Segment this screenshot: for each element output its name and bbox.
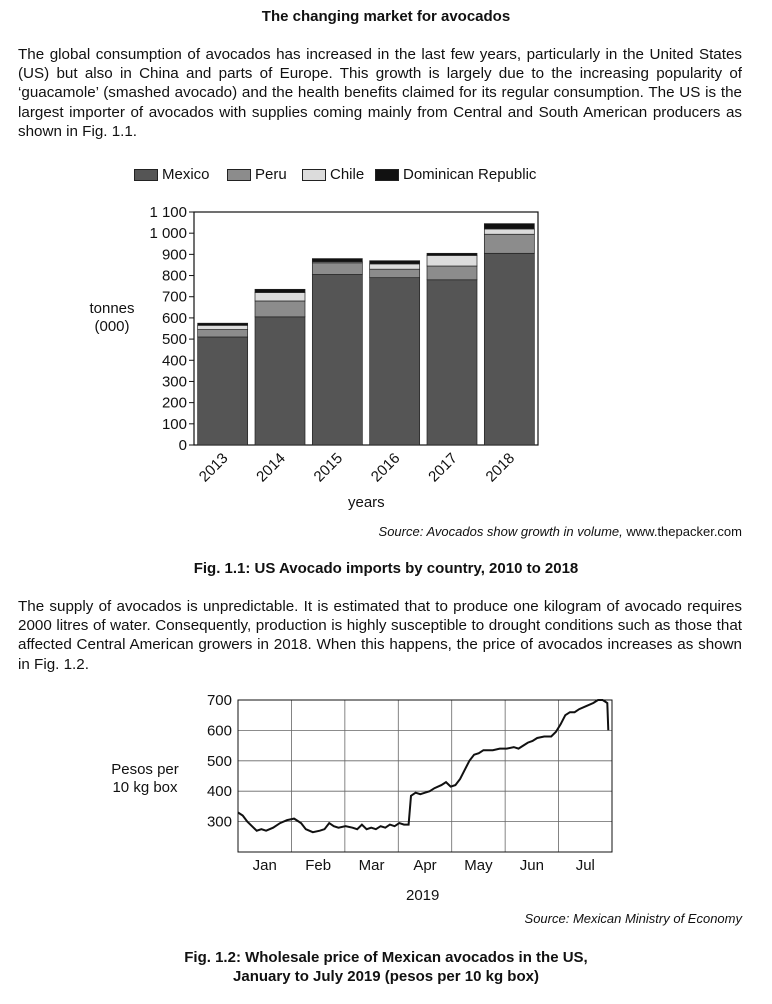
fig1-bar-segment — [198, 330, 248, 337]
legend-label-chile: Chile — [330, 166, 365, 183]
fig1-bar-segment — [370, 278, 420, 445]
legend-label-peru: Peru — [255, 166, 287, 183]
fig1-source-text: Source: Avocados show growth in volume, — [378, 524, 627, 539]
fig1-x-tick-label: 2016 — [367, 449, 404, 486]
fig1-bar-segment — [255, 292, 305, 300]
fig1-bar-segment — [255, 317, 305, 445]
fig2-x-tick-label: Feb — [305, 857, 332, 874]
fig1-bar-segment — [198, 337, 248, 445]
legend-label-mexico: Mexico — [162, 166, 210, 183]
fig1-x-axis-label: years — [348, 494, 385, 511]
fig1-y-tick-label: 500 — [161, 331, 187, 349]
fig1-x-tick-label: 2017 — [425, 449, 461, 486]
fig1-bar-segment — [484, 224, 534, 229]
fig2-y-tick-label: 300 — [206, 813, 232, 831]
fig2-y-axis-label-line1: Pesos per — [111, 761, 179, 778]
fig2-price-line — [238, 700, 608, 832]
fig1-bar-segment — [198, 325, 248, 329]
legend-swatch-peru — [227, 169, 251, 181]
fig2-y-tick-label: 400 — [206, 783, 232, 801]
fig1-caption: Fig. 1.1: US Avocado imports by country, 2010 to 2018 — [193, 560, 579, 577]
fig1-y-tick-label: 800 — [161, 267, 187, 285]
fig1-bar-segment — [427, 280, 477, 445]
fig1-y-tick-label: 300 — [161, 373, 187, 391]
legend-swatch-mexico — [134, 169, 158, 181]
fig1-source — [379, 524, 742, 539]
fig1-source-site: www.thepacker.com — [626, 524, 742, 539]
fig2-caption — [0, 948, 772, 986]
fig1-bar-segment — [312, 263, 362, 275]
fig1-x-tick-label: 2018 — [482, 449, 519, 486]
fig2-source: Source: Mexican Ministry of Economy — [524, 911, 742, 926]
fig1-bar-segment — [370, 264, 420, 269]
fig1-y-axis-label-line2: (000) — [94, 318, 130, 335]
fig1-y-tick-label: 1 100 — [149, 204, 187, 221]
intro-paragraph: The global consumption of avocados has increased in the last few years, particularly in the United States (US) but also in China and parts of Europe. This growth is largely due to the increasing popularity of ‘guacamole’ (smashed avocado) and the health benefits claimed for its regular consumption. The US is the largest importer of avocados with supplies coming mainly from Central and South American producers as shown in Fig. 1.1. — [18, 46, 742, 140]
fig2-plot-frame — [238, 700, 612, 852]
fig2-x-tick-label: Mar — [358, 857, 385, 874]
fig1-bar-segment — [312, 259, 362, 262]
fig1-y-axis-label-line1: tonnes — [89, 300, 135, 317]
fig1-bar-segment — [370, 261, 420, 264]
fig1-y-tick-label: 200 — [161, 394, 187, 412]
fig1-bar-segment — [255, 289, 305, 292]
fig2-caption-line2: January to July 2019 (pesos per 10 kg box) — [233, 968, 539, 985]
fig1-y-tick-label: 600 — [161, 309, 187, 327]
fig1-y-tick-label: 700 — [161, 288, 187, 306]
page-title: The changing market for avocados — [261, 8, 511, 25]
fig2-x-tick-label: Jul — [575, 857, 595, 874]
fig1-y-tick-label: 400 — [161, 352, 187, 370]
fig2-y-tick-label: 600 — [206, 722, 232, 740]
fig2-y-tick-label: 700 — [206, 692, 232, 709]
fig1-y-tick-label: 100 — [161, 415, 187, 433]
fig1-x-tick-label: 2014 — [253, 449, 289, 486]
legend-swatch-chile — [302, 169, 326, 181]
legend-label-dominican-republic: Dominican Republic — [403, 166, 537, 183]
fig2-x-axis-label: 2019 — [406, 887, 440, 904]
fig1-bar-segment — [427, 255, 477, 266]
fig2-caption-line1: Fig. 1.2: Wholesale price of Mexican avocados in the US, — [184, 949, 588, 966]
fig2-x-tick-label: May — [464, 857, 493, 874]
fig1-bar-segment — [427, 253, 477, 255]
fig1-bar-segment — [484, 229, 534, 234]
fig2-x-tick-label: Jan — [252, 857, 277, 874]
fig1-bar-segment — [484, 234, 534, 253]
fig2-x-tick-label: Jun — [519, 857, 544, 874]
supply-paragraph: The supply of avocados is unpredictable. It is estimated that to produce one kilogram of avocado requires 2000 litres of water. Consequently, production is highly susceptible to drought conditions such as those that affected Central American growers in 2018. When this happens, the price of avocados increases as shown in Fig. 1.2. — [18, 598, 742, 673]
fig1-bar-segment — [312, 274, 362, 445]
fig2-y-axis-label-line2: 10 kg box — [112, 779, 178, 796]
fig2-x-tick-label: Apr — [413, 857, 437, 874]
fig2-line-chart — [0, 688, 772, 878]
fig1-bar-segment — [255, 301, 305, 317]
fig1-bar-segment — [198, 323, 248, 325]
fig1-bar-segment — [484, 253, 534, 445]
fig2-y-tick-label: 500 — [206, 752, 232, 770]
legend-swatch-dominican-republic — [375, 169, 399, 181]
fig1-y-tick-label: 900 — [161, 246, 187, 264]
fig1-y-tick-label: 0 — [178, 437, 187, 454]
fig1-x-tick-label: 2013 — [195, 449, 232, 486]
fig1-x-tick-label: 2015 — [310, 449, 347, 486]
fig1-bar-segment — [427, 266, 477, 280]
fig1-bar-chart — [0, 195, 772, 495]
fig1-bar-segment — [370, 269, 420, 277]
fig1-y-tick-label: 1 000 — [149, 225, 187, 243]
